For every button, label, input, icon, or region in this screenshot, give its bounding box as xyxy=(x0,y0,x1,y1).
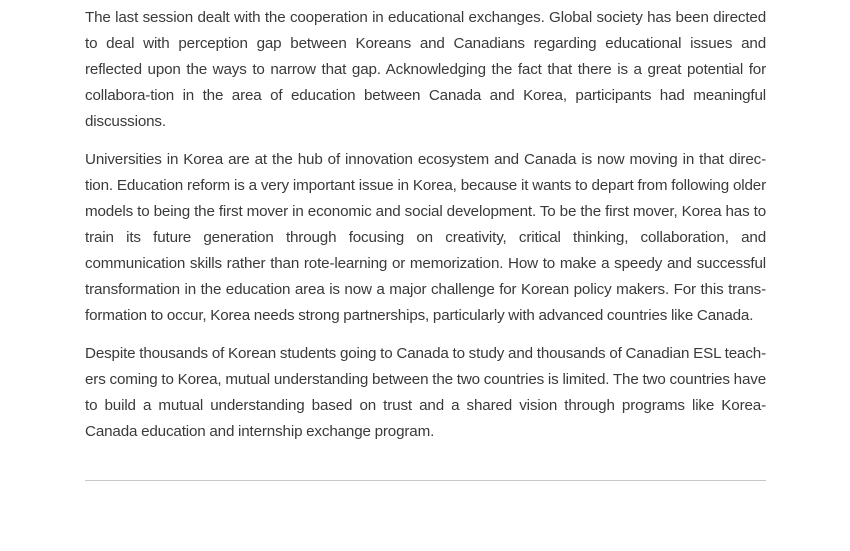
document-body xyxy=(85,5,766,445)
paragraph-education-reform: Universities in Korea are at the hub of innovation ecosystem and Canada is now moving in that direc-tion. Education reform is a very important issue in Korea, because it wants to depart from following older models to being the first mover in economic and social development. To be the first mover, Korea has to train its future generation through focusing on creativity, critical thinking, collaboration, and communication skills rather than rote-learning or memorization. How to make a speedy and successful transformation in the education area is now a major challenge for Korean policy makers. For this trans-formation to occur, Korea needs strong partnerships, particularly with advanced countries like Canada. xyxy=(85,151,766,324)
paragraph-mutual-understanding: Despite thousands of Korean students going to Canada to study and thousands of Canadian ESL teach-ers coming to Korea, mutual understanding between the two countries is limited. The two countries have to build a mutual understanding based on trust and a shared vision through programs like Korea-Canada education and internship exchange program. xyxy=(85,345,766,440)
footer-divider xyxy=(85,480,766,481)
paragraph-educational-exchanges: The last session dealt with the cooperation in educational exchanges. Global society has been directed to deal with perception gap between Koreans and Canadians regarding educational issues and reflected upon the ways to narrow that gap. Acknowledging the fact that there is a great potential for collabora-tion in the area of education between Canada and Korea, participants had meaningful discussions. xyxy=(85,9,766,130)
